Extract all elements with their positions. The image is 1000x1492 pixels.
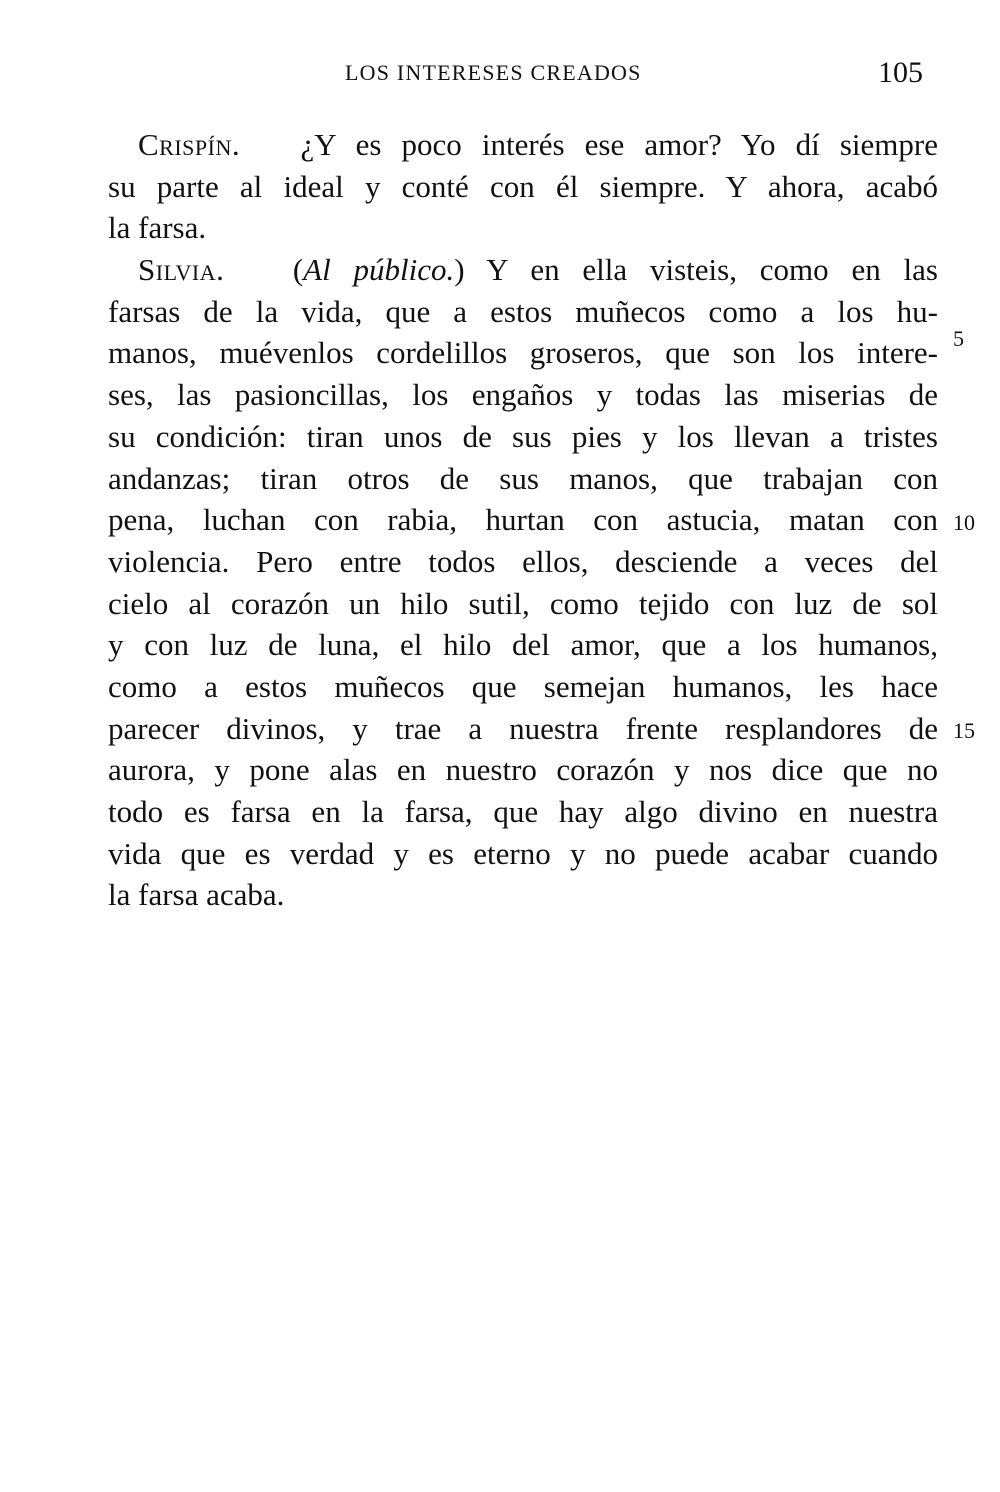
line-text: Y en ella visteis, como en las [486,252,938,288]
text-line: la farsa. [108,210,207,246]
speaker-name: Crispín. [138,127,241,162]
page-number: 105 [878,56,923,89]
text-line: violencia. Pero entre todos ellos, desciende a veces del [108,543,938,579]
stage-direction: Al público. [303,252,455,288]
stage-direction-open: ( [292,252,304,288]
text-line: farsas de la vida, que a estos muñecos como a los hu- [108,293,938,329]
text-line: vida que es verdad y es eterno y no puede acabar cuando [108,835,938,871]
text-line: ses, las pasioncillas, los engaños y todas las miserias de [108,377,938,413]
text-line: andanzas; tiran otros de sus manos, que trabajan con [108,460,938,496]
text-block [108,124,938,916]
text-line: y con luz de luna, el hilo del amor, que a los humanos, [108,627,938,663]
line-text: ¿Y es poco interés ese amor? Yo dí siempre [300,127,939,162]
text-line: todo es farsa en la farsa, que hay algo divino en nuestra [108,794,938,829]
running-head [0,56,1000,94]
text-line [108,249,938,291]
text-line [108,124,938,166]
line-number: 10 [953,510,975,535]
text-line: aurora, y pone alas en nuestro corazón y nos dice que no [108,752,938,788]
stage-direction-close: ) [454,252,465,288]
text-line: pena, luchan con rabia, hurtan con astucia, matan con [108,502,938,538]
text-line: parecer divinos, y trae a nuestra frente resplandores de [108,710,938,746]
text-line: manos, muévenlos cordelillos groseros, que son los intere- [108,335,938,371]
text-line: su parte al ideal y conté con él siempre. Y ahora, acabó [108,168,938,204]
running-title: LOS INTERESES CREADOS [345,60,642,85]
line-number: 5 [953,326,964,351]
text-line: la farsa acaba. [108,877,285,913]
line-number: 15 [953,718,975,743]
text-line: su condición: tiran unos de sus pies y los llevan a tristes [108,418,938,454]
text-line: como a estos muñecos que semejan humanos, les hace [108,668,938,704]
text-line: cielo al corazón un hilo sutil, como tejido con luz de sol [108,585,938,621]
speaker-name: Silvia. [138,252,225,288]
